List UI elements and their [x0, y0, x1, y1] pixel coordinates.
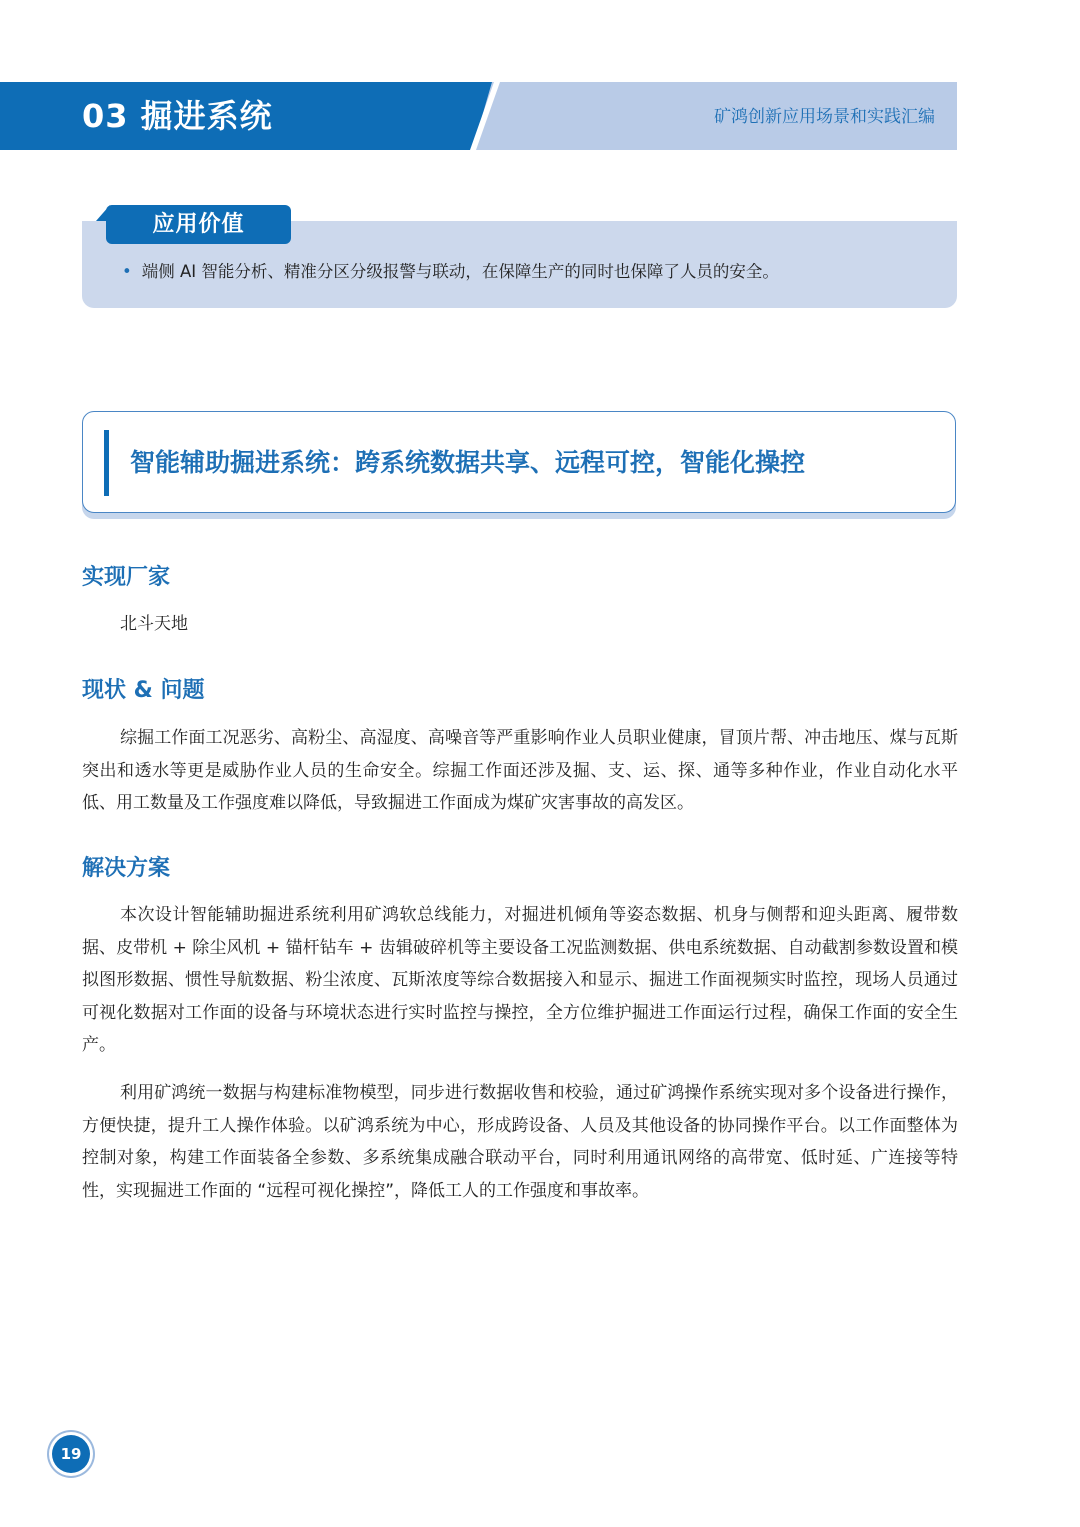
status-paragraph: 综掘工作面工况恶劣、高粉尘、高湿度、高噪音等严重影响作业人员职业健康，冒顶片帮、冲击地压、煤与瓦斯突出和透水等更是威胁作业人员的生命安全。综掘工作面还涉及掘、支、运、探、通等多种作业，作业自动化水平低、用工数量及工作强度难以降低，导致掘进工作面成为煤矿灾害事故的高发区。 [82, 728, 958, 814]
solution-heading: 解决方案 [82, 856, 171, 881]
application-value-text: 端侧 AI 智能分析、精准分区分级报警与联动，在保障生产的同时也保障了人员的安全。 [141, 262, 779, 281]
bullet-icon: • [122, 262, 132, 281]
vendor-name: 北斗天地 [120, 614, 188, 634]
status-heading: 现状 & 问题 [82, 678, 205, 703]
vendor-heading: 实现厂家 [82, 565, 171, 590]
page-number: 19 [52, 1435, 90, 1473]
title-accent-bar [104, 430, 109, 496]
application-value-item [122, 258, 779, 286]
solution-paragraph-1: 本次设计智能辅助掘进系统利用矿鸿软总线能力，对掘进机倾角等姿态数据、机身与侧帮和迎头距离、履带数据、皮带机 + 除尘风机 + 锚杆钻车 + 齿辑破碎机等主要设备工况监测数据、供电系统数据、自动截割参数设置和模拟图形数据、惯性导航数据、粉尘浓度、瓦斯浓度等综合数据接入和显示、掘进工作面视频实时监控，现场人员通过可视化数据对工作面的设备与环境状态进行实时监控与操控，全方位维护掘进工作面运行过程，确保工作面的安全生产。 [82, 905, 958, 1056]
publication-title: 矿鸿创新应用场景和实践汇编 [714, 107, 935, 127]
application-value-tab: 应用价值 [106, 205, 291, 244]
case-title: 智能辅助掘进系统：跨系统数据共享、远程可控，智能化操控 [130, 448, 806, 477]
solution-paragraph-2: 利用矿鸿统一数据与构建标准物模型，同步进行数据收售和校验，通过矿鸿操作系统实现对多个设备进行操作，方便快捷，提升工人操作体验。以矿鸿系统为中心，形成跨设备、人员及其他设备的协同操作平台。以工作面整体为控制对象，构建工作面装备全参数、多系统集成融合联动平台，同时利用通讯网络的高带宽、低时延、广连接等特性，实现掘进工作面的 “远程可视化操控”，降低工人的工作强度和事故率。 [82, 1083, 958, 1201]
chapter-title: 03 掘进系统 [82, 97, 273, 135]
